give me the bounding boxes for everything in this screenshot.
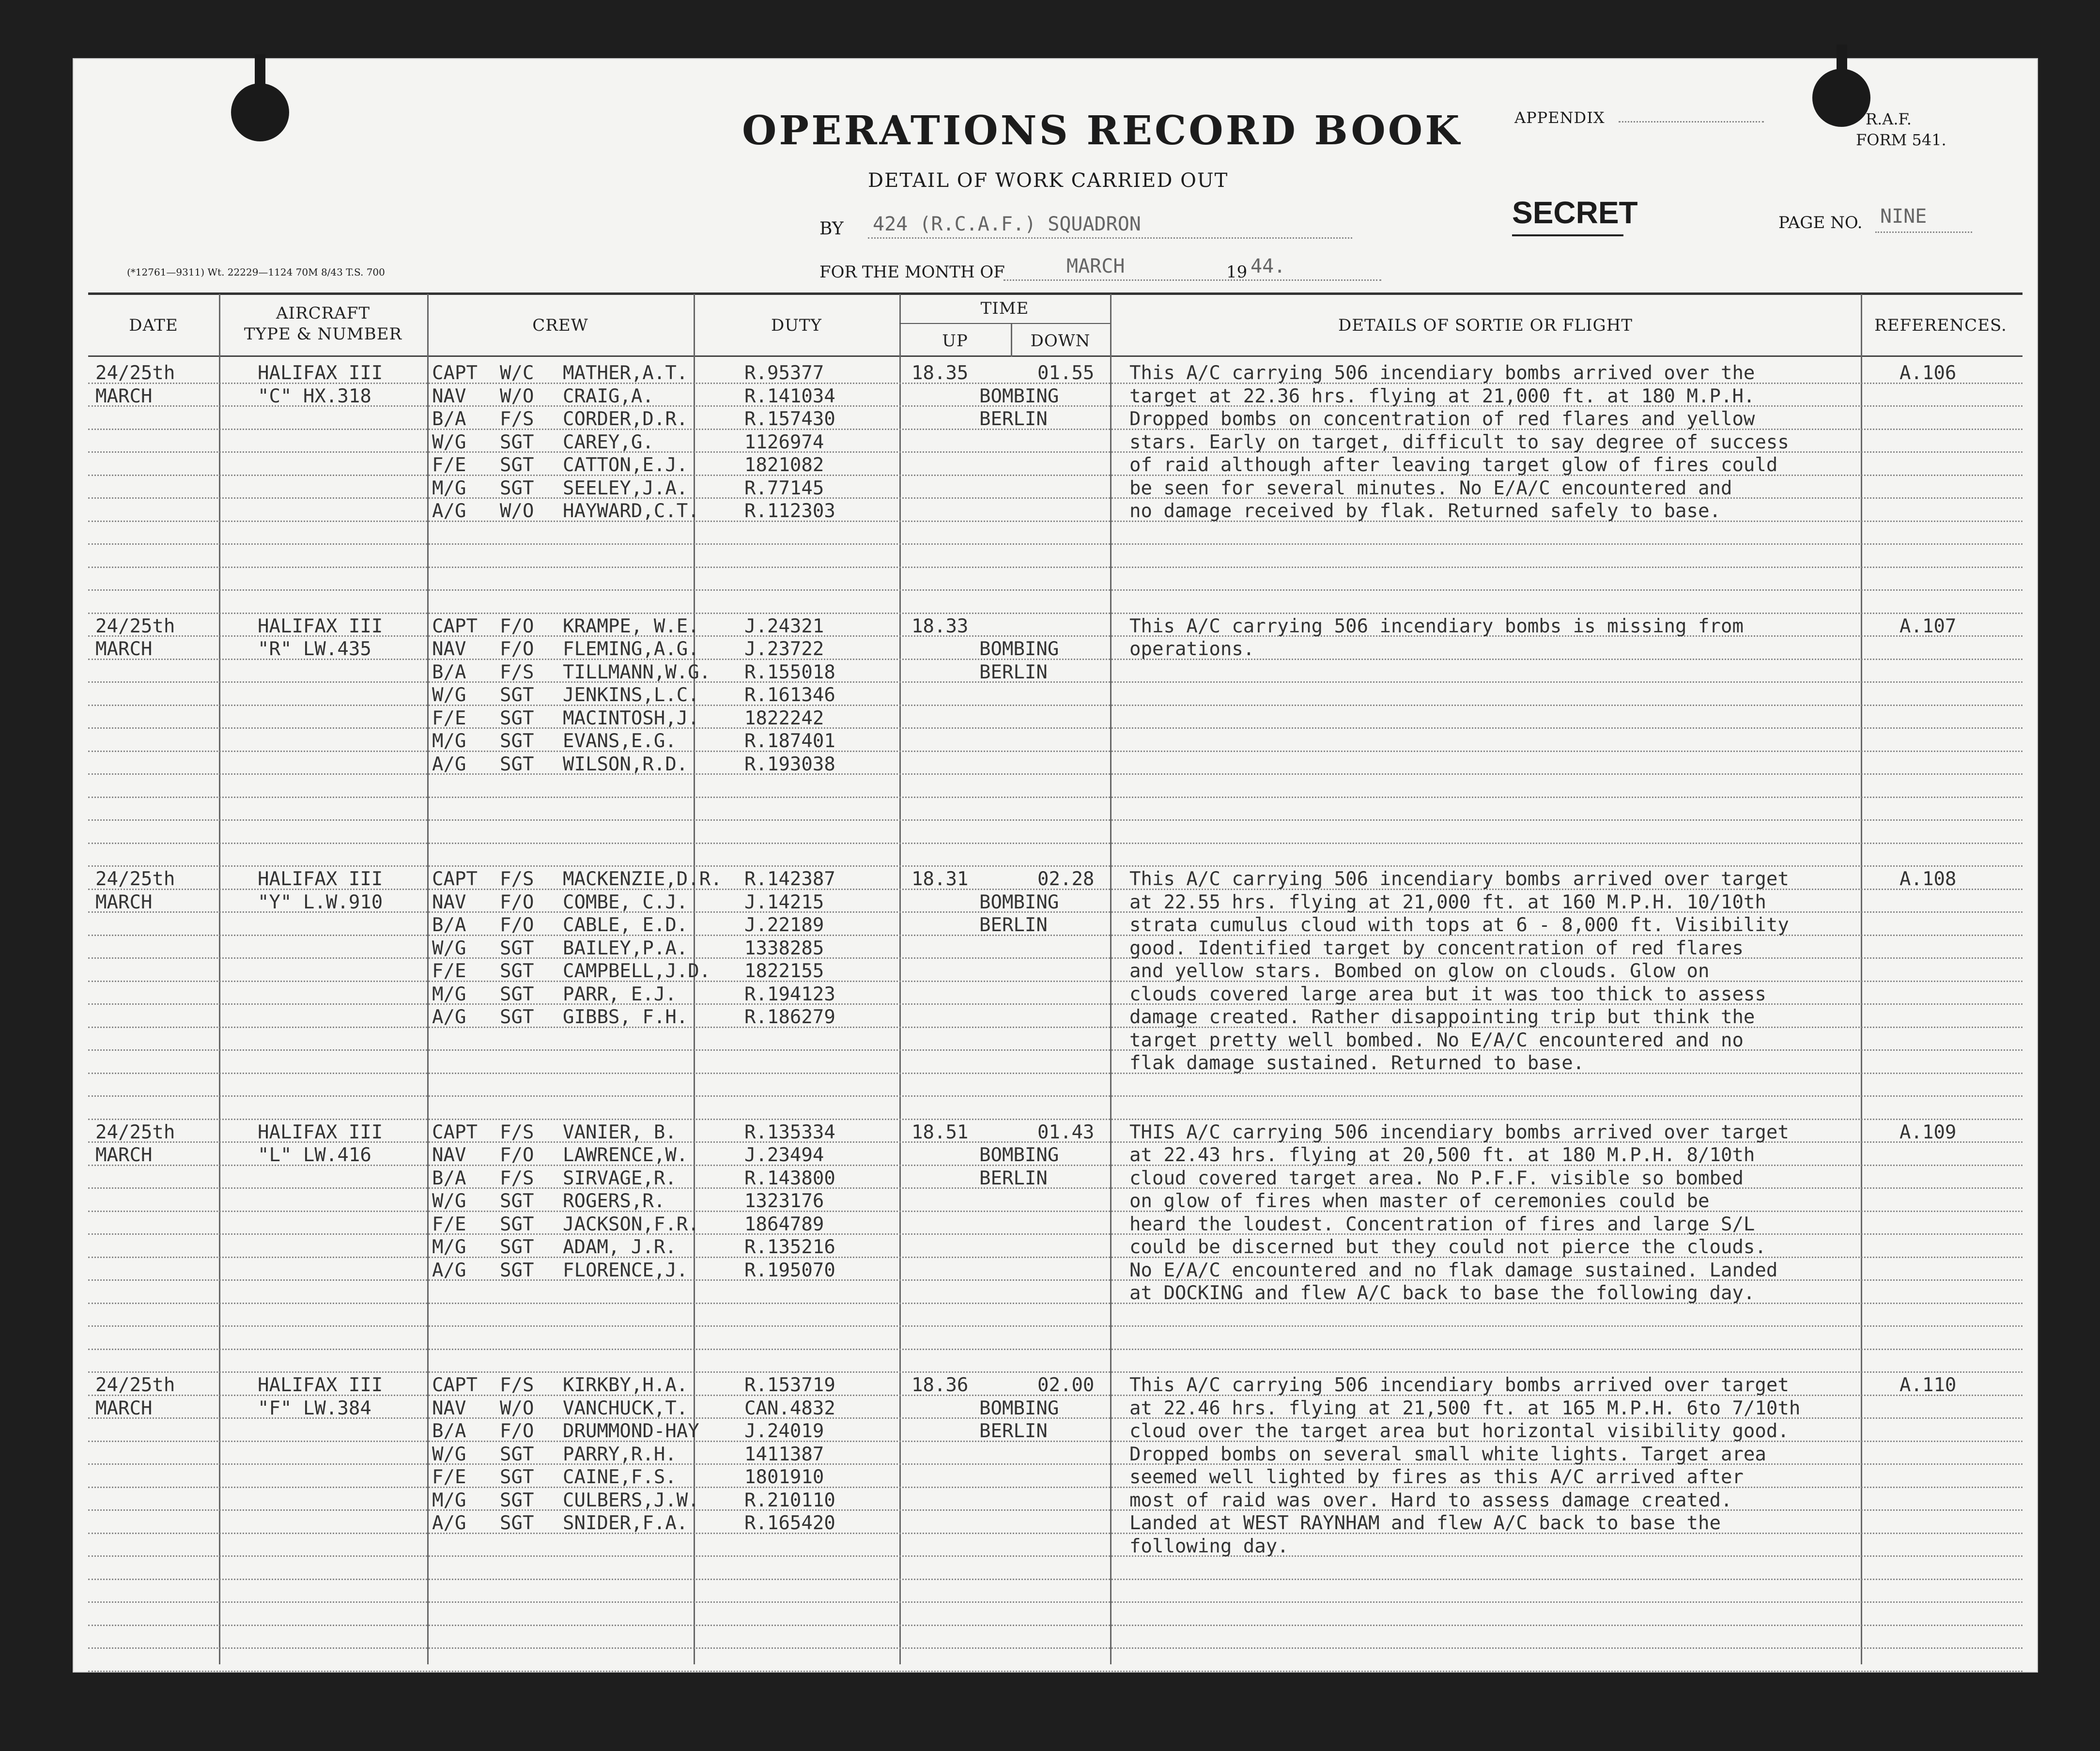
sortie-detail-line: THIS A/C carrying 506 incendiary bombs arrived over target [1129, 1121, 1789, 1143]
sortie-detail-line: at 22.43 hrs. flying at 20,500 ft. at 180 M.P.H. 8/10th [1129, 1144, 1755, 1166]
crew-name: SNIDER,F.A. [563, 1512, 688, 1534]
crew-rank: F/O [500, 638, 534, 660]
crew-name: TILLMANN,W.G. [563, 661, 711, 683]
crew-name: LAWRENCE,W. [563, 1144, 688, 1166]
time-up: 18.33 [911, 615, 969, 637]
crew-service-number: R.161346 [744, 684, 835, 706]
sortie-date: 24/25th [95, 615, 175, 637]
sortie-detail-line: cloud covered target area. No P.F.F. visible so bombed [1129, 1167, 1744, 1189]
duty-bombing: BOMBING [979, 891, 1059, 913]
crew-name: SIRVAGE,R. [563, 1167, 677, 1189]
crew-role: CAPT [432, 868, 478, 890]
crew-service-number: R.194123 [744, 983, 835, 1005]
sortie-detail-line: Dropped bombs on concentration of red flares and yellow [1129, 408, 1755, 430]
crew-service-number: 1822155 [744, 960, 824, 982]
crew-name: FLEMING,A.G. [563, 638, 699, 660]
sortie-detail-line: no damage received by flak. Returned safely to base. [1129, 500, 1721, 522]
ruled-line [88, 497, 2023, 499]
crew-role: A/G [432, 1259, 466, 1281]
col-divider [1110, 294, 1112, 1664]
crew-rank: SGT [500, 1006, 534, 1028]
col-header-aircraft-l1: AIRCRAFT [276, 304, 371, 323]
crew-name: PARRY,R.H. [563, 1443, 677, 1465]
crew-name: HAYWARD,C.T. [563, 500, 699, 522]
crew-rank: SGT [500, 1213, 534, 1235]
appendix-dotted-line [1619, 121, 1764, 123]
sortie-month: MARCH [95, 638, 153, 660]
crew-service-number: J.14215 [744, 891, 824, 913]
crew-name: BAILEY,P.A. [563, 937, 688, 959]
ruled-line [88, 1095, 2023, 1097]
crew-name: EVANS,E.G. [563, 730, 677, 752]
crew-role: A/G [432, 1512, 466, 1534]
crew-name: JENKINS,L.C. [563, 684, 699, 706]
crew-role: NAV [432, 638, 466, 660]
sortie-detail-line: on glow of fires when master of ceremonies could be [1129, 1190, 1710, 1212]
ruled-line [88, 1533, 2023, 1534]
crew-name: CAREY,G. [563, 431, 654, 453]
secret-underline [1512, 234, 1623, 236]
crew-service-number: R.153719 [744, 1374, 835, 1396]
ruled-line [88, 1601, 2023, 1603]
col-divider [899, 294, 901, 1664]
crew-service-number: R.165420 [744, 1512, 835, 1534]
crew-role: CAPT [432, 1374, 478, 1396]
crew-role: A/G [432, 500, 466, 522]
ruled-line [88, 727, 2023, 729]
sortie-detail-line: Landed at WEST RAYNHAM and flew A/C back to base the [1129, 1512, 1721, 1534]
crew-role: NAV [432, 385, 466, 407]
crew-role: W/G [432, 431, 466, 453]
sortie-detail-line: No E/A/C encountered and no flak damage sustained. Landed [1129, 1259, 1778, 1281]
time-down: 02.00 [1037, 1374, 1095, 1396]
ruled-line [88, 1349, 2023, 1350]
col-header-references: REFERENCES. [1874, 316, 2007, 335]
crew-service-number: 1821082 [744, 454, 824, 476]
crew-service-number: R.135334 [744, 1121, 835, 1143]
crew-rank: SGT [500, 1466, 534, 1488]
sortie-detail-line: be seen for several minutes. No E/A/C encountered and [1129, 477, 1732, 499]
sortie-reference: A.107 [1899, 615, 1957, 637]
sortie-detail-line: damage created. Rather disappointing trip but think the [1129, 1006, 1755, 1028]
crew-role: B/A [432, 1420, 466, 1442]
sortie-detail-line: target pretty well bombed. No E/A/C encountered and no [1129, 1029, 1744, 1051]
duty-target: BERLIN [979, 661, 1048, 683]
sortie-detail-line: strata cumulus cloud with tops at 6 - 8,000 ft. Visibility [1129, 914, 1789, 936]
duty-target: BERLIN [979, 408, 1048, 430]
crew-name: CRAIG,A. [563, 385, 654, 407]
aircraft-type: HALIFAX III [258, 1121, 383, 1143]
time-down: 01.55 [1037, 362, 1095, 384]
ruled-line [88, 981, 2023, 982]
sortie-detail-line: at 22.55 hrs. flying at 21,000 ft. at 160 M.P.H. 10/10th [1129, 891, 1766, 913]
sortie-detail-line: clouds covered large area but it was too thick to assess [1129, 983, 1766, 1005]
aircraft-type: HALIFAX III [258, 1374, 383, 1396]
crew-rank: F/S [500, 1167, 534, 1189]
duty-bombing: BOMBING [979, 1397, 1059, 1419]
printer-code: (*12761—9311) Wt. 22229—1124 70M 8/43 T.S. 700 [127, 266, 385, 278]
crew-service-number: 1411387 [744, 1443, 824, 1465]
by-label: BY [819, 219, 844, 239]
ruled-line [88, 1073, 2023, 1074]
crew-service-number: J.24019 [744, 1420, 824, 1442]
crew-name: SEELEY,J.A. [563, 477, 688, 499]
crew-service-number: J.22189 [744, 914, 824, 936]
page-number: NINE [1880, 205, 1927, 228]
month-label: FOR THE MONTH OF [819, 262, 1005, 282]
crew-service-number: 1126974 [744, 431, 824, 453]
sortie-reference: A.109 [1899, 1121, 1957, 1143]
sortie-date: 24/25th [95, 1121, 175, 1143]
table-header-bottom-border [88, 355, 2023, 357]
duty-target: BERLIN [979, 914, 1048, 936]
crew-rank: SGT [500, 1259, 534, 1281]
crew-role: M/G [432, 730, 466, 752]
crew-rank: F/O [500, 914, 534, 936]
crew-rank: SGT [500, 707, 534, 729]
crew-rank: SGT [500, 454, 534, 476]
form-title: OPERATIONS RECORD BOOK [742, 108, 1462, 154]
crew-rank: SGT [500, 937, 534, 959]
crew-service-number: 1822242 [744, 707, 824, 729]
ruled-line [88, 1509, 2023, 1511]
crew-rank: F/S [500, 661, 534, 683]
crew-name: CATTON,E.J. [563, 454, 688, 476]
crew-service-number: J.24321 [744, 615, 824, 637]
crew-service-number: R.157430 [744, 408, 835, 430]
crew-rank: W/C [500, 362, 534, 384]
crew-role: B/A [432, 914, 466, 936]
crew-rank: SGT [500, 1236, 534, 1258]
ruled-line [88, 1325, 2023, 1327]
binder-hole-right [1812, 69, 1870, 127]
col-divider [219, 294, 220, 1664]
ruled-line [88, 1647, 2023, 1649]
crew-service-number: R.77145 [744, 477, 824, 499]
page-dotted-line [1875, 231, 1972, 233]
month-dotted-line [1004, 279, 1381, 281]
crew-service-number: J.23494 [744, 1144, 824, 1166]
record-sheet [73, 58, 2038, 1673]
ruled-line [88, 1119, 2023, 1120]
sortie-detail-line: at DOCKING and flew A/C back to base the following day. [1129, 1282, 1755, 1304]
crew-rank: F/S [500, 1121, 534, 1143]
col-header-down: DOWN [1030, 331, 1091, 351]
crew-service-number: R.193038 [744, 753, 835, 775]
binder-prong-right [1837, 45, 1847, 74]
sortie-detail-line: seemed well lighted by fires as this A/C arrived after [1129, 1466, 1744, 1488]
col-header-up: UP [942, 331, 968, 351]
crew-name: WILSON,R.D. [563, 753, 688, 775]
sortie-detail-line: following day. [1129, 1535, 1289, 1557]
crew-rank: SGT [500, 1489, 534, 1511]
sortie-detail-line: This A/C carrying 506 incendiary bombs is missing from [1129, 615, 1744, 637]
col-header-details: DETAILS OF SORTIE OR FLIGHT [1338, 316, 1633, 335]
crew-rank: SGT [500, 753, 534, 775]
crew-role: F/E [432, 960, 466, 982]
ruled-line [88, 1579, 2023, 1580]
crew-name: COMBE, C.J. [563, 891, 688, 913]
duty-target: BERLIN [979, 1420, 1048, 1442]
crew-service-number: R.141034 [744, 385, 835, 407]
sortie-reference: A.110 [1899, 1374, 1957, 1396]
crew-role: M/G [432, 983, 466, 1005]
crew-role: A/G [432, 753, 466, 775]
crew-rank: F/O [500, 891, 534, 913]
year-prefix: 19 [1226, 262, 1248, 282]
crew-service-number: R.187401 [744, 730, 835, 752]
crew-rank: F/O [500, 615, 534, 637]
crew-rank: F/O [500, 1144, 534, 1166]
crew-role: NAV [432, 891, 466, 913]
aircraft-type: HALIFAX III [258, 615, 383, 637]
appendix-label: APPENDIX [1514, 108, 1605, 127]
aircraft-number: "Y" L.W.910 [258, 891, 383, 913]
time-up: 18.31 [911, 868, 969, 890]
ruled-line [88, 543, 2023, 545]
crew-name: CORDER,D.R. [563, 408, 688, 430]
duty-bombing: BOMBING [979, 638, 1059, 660]
col-header-duty: DUTY [771, 316, 822, 335]
crew-service-number: R.135216 [744, 1236, 835, 1258]
crew-rank: F/O [500, 1420, 534, 1442]
aircraft-number: "F" LW.384 [258, 1397, 371, 1419]
crew-name: CAINE,F.S. [563, 1466, 677, 1488]
sortie-date: 24/25th [95, 868, 175, 890]
squadron-name: 424 (R.C.A.F.) SQUADRON [873, 213, 1141, 235]
crew-role: W/G [432, 684, 466, 706]
time-subheader-line [899, 323, 1110, 324]
crew-name: MACKENZIE,D.R. [563, 868, 722, 890]
by-dotted-line [868, 237, 1352, 239]
crew-service-number: 1864789 [744, 1213, 824, 1235]
form-id-line1: R.A.F. [1866, 110, 1912, 128]
crew-role: F/E [432, 1213, 466, 1235]
crew-rank: SGT [500, 1443, 534, 1465]
crew-rank: F/S [500, 1374, 534, 1396]
col-header-time: TIME [980, 299, 1029, 318]
crew-service-number: R.155018 [744, 661, 835, 683]
sortie-detail-line: Dropped bombs on several small white lights. Target area [1129, 1443, 1766, 1465]
col-header-crew: CREW [532, 316, 588, 335]
sortie-detail-line: cloud over the target area but horizontal visibility good. [1129, 1420, 1789, 1442]
crew-role: CAPT [432, 362, 478, 384]
col-header-aircraft-l2: TYPE & NUMBER [244, 324, 402, 344]
page-label: PAGE NO. [1778, 213, 1863, 232]
crew-service-number: R.112303 [744, 500, 835, 522]
crew-service-number: 1338285 [744, 937, 824, 959]
table-top-border [88, 292, 2023, 295]
sortie-detail-line: heard the loudest. Concentration of fires and large S/L [1129, 1213, 1755, 1235]
sortie-date: 24/25th [95, 362, 175, 384]
sortie-detail-line: This A/C carrying 506 incendiary bombs arrived over target [1129, 1374, 1789, 1396]
crew-role: W/G [432, 1190, 466, 1212]
crew-name: MATHER,A.T. [563, 362, 688, 384]
crew-name: PARR, E.J. [563, 983, 677, 1005]
sortie-month: MARCH [95, 891, 153, 913]
year-suffix: 44. [1251, 255, 1286, 277]
crew-service-number: CAN.4832 [744, 1397, 835, 1419]
crew-name: JACKSON,F.R. [563, 1213, 699, 1235]
crew-name: MACINTOSH,J. [563, 707, 699, 729]
binder-prong-left [255, 54, 265, 88]
crew-service-number: R.210110 [744, 1489, 835, 1511]
ruled-line [88, 819, 2023, 821]
crew-service-number: R.95377 [744, 362, 824, 384]
time-down: 02.28 [1037, 868, 1095, 890]
crew-name: CULBERS,J.W. [563, 1489, 699, 1511]
crew-rank: W/O [500, 1397, 534, 1419]
crew-rank: F/S [500, 408, 534, 430]
ruled-line [88, 1671, 2023, 1672]
aircraft-number: "R" LW.435 [258, 638, 371, 660]
aircraft-type: HALIFAX III [258, 868, 383, 890]
crew-service-number: R.142387 [744, 868, 835, 890]
sortie-detail-line: operations. [1129, 638, 1255, 660]
sortie-detail-line: target at 22.36 hrs. flying at 21,000 ft. at 180 M.P.H. [1129, 385, 1755, 407]
ruled-line [88, 1625, 2023, 1626]
crew-role: F/E [432, 707, 466, 729]
crew-rank: SGT [500, 1512, 534, 1534]
crew-service-number: 1323176 [744, 1190, 824, 1212]
aircraft-number: "C" HX.318 [258, 385, 371, 407]
sortie-month: MARCH [95, 1397, 153, 1419]
ruled-line [88, 1555, 2023, 1557]
sortie-month: MARCH [95, 385, 153, 407]
sortie-detail-line: of raid although after leaving target glow of fires could [1129, 454, 1778, 476]
crew-rank: SGT [500, 684, 534, 706]
duty-bombing: BOMBING [979, 1144, 1059, 1166]
ruled-line [88, 589, 2023, 591]
crew-service-number: J.23722 [744, 638, 824, 660]
sortie-detail-line: stars. Early on target, difficult to say degree of success [1129, 431, 1789, 453]
ruled-line [88, 567, 2023, 568]
sortie-detail-line: good. Identified target by concentration of red flares [1129, 937, 1744, 959]
crew-service-number: R.143800 [744, 1167, 835, 1189]
crew-role: M/G [432, 477, 466, 499]
crew-role: F/E [432, 1466, 466, 1488]
time-down: 01.43 [1037, 1121, 1095, 1143]
sortie-detail-line: could be discerned but they could not pierce the clouds. [1129, 1236, 1766, 1258]
ruled-line [88, 521, 2023, 522]
crew-role: M/G [432, 1236, 466, 1258]
sortie-detail-line: flak damage sustained. Returned to base. [1129, 1052, 1585, 1074]
crew-name: KIRKBY,H.A. [563, 1374, 688, 1396]
crew-name: FLORENCE,J. [563, 1259, 688, 1281]
time-up: 18.36 [911, 1374, 969, 1396]
ruled-line [88, 751, 2023, 752]
crew-rank: W/O [500, 500, 534, 522]
form-subtitle: DETAIL OF WORK CARRIED OUT [868, 169, 1229, 192]
crew-name: GIBBS, F.H. [563, 1006, 688, 1028]
ruled-line [88, 843, 2023, 844]
crew-name: ADAM, J.R. [563, 1236, 677, 1258]
aircraft-number: "L" LW.416 [258, 1144, 371, 1166]
sortie-reference: A.108 [1899, 868, 1957, 890]
crew-rank: SGT [500, 983, 534, 1005]
crew-role: M/G [432, 1489, 466, 1511]
crew-role: B/A [432, 661, 466, 683]
crew-role: CAPT [432, 615, 478, 637]
col-divider [427, 294, 429, 1664]
crew-role: B/A [432, 408, 466, 430]
col-header-date: DATE [129, 316, 178, 335]
crew-role: B/A [432, 1167, 466, 1189]
ruled-line [88, 865, 2023, 867]
crew-name: ROGERS,R. [563, 1190, 665, 1212]
sortie-detail-line: most of raid was over. Hard to assess damage created. [1129, 1489, 1732, 1511]
crew-rank: SGT [500, 477, 534, 499]
ruled-line [88, 1371, 2023, 1373]
binder-hole-left [231, 83, 289, 141]
duty-bombing: BOMBING [979, 385, 1059, 407]
crew-role: NAV [432, 1144, 466, 1166]
crew-name: DRUMMOND-HAY [563, 1420, 699, 1442]
ruled-line [88, 705, 2023, 706]
crew-role: W/G [432, 937, 466, 959]
time-up: 18.51 [911, 1121, 969, 1143]
crew-role: CAPT [432, 1121, 478, 1143]
crew-name: VANCHUCK,T. [563, 1397, 688, 1419]
ruled-line [88, 613, 2023, 614]
ruled-line [88, 773, 2023, 775]
sortie-detail-line: and yellow stars. Bombed on glow on clouds. Glow on [1129, 960, 1710, 982]
sortie-detail-line: This A/C carrying 506 incendiary bombs arrived over the [1129, 362, 1755, 384]
crew-role: W/G [432, 1443, 466, 1465]
ruled-line [88, 681, 2023, 683]
aircraft-type: HALIFAX III [258, 362, 383, 384]
crew-rank: F/S [500, 868, 534, 890]
form-id-line2: FORM 541. [1856, 131, 1946, 149]
crew-rank: SGT [500, 960, 534, 982]
ruled-line [88, 1211, 2023, 1212]
crew-rank: SGT [500, 1190, 534, 1212]
crew-name: CABLE, E.D. [563, 914, 688, 936]
time-up: 18.35 [911, 362, 969, 384]
sortie-date: 24/25th [95, 1374, 175, 1396]
crew-rank: SGT [500, 431, 534, 453]
crew-service-number: R.186279 [744, 1006, 835, 1028]
duty-target: BERLIN [979, 1167, 1048, 1189]
crew-service-number: 1801910 [744, 1466, 824, 1488]
crew-name: KRAMPE, W.E. [563, 615, 699, 637]
sortie-detail-line: at 22.46 hrs. flying at 21,500 ft. at 165 M.P.H. 6to 7/10th [1129, 1397, 1801, 1419]
ruled-line [88, 797, 2023, 798]
month-value: MARCH [1066, 255, 1125, 277]
crew-role: NAV [432, 1397, 466, 1419]
crew-service-number: R.195070 [744, 1259, 835, 1281]
crew-rank: SGT [500, 730, 534, 752]
crew-role: F/E [432, 454, 466, 476]
crew-rank: W/O [500, 385, 534, 407]
crew-name: CAMPBELL,J.D. [563, 960, 711, 982]
secret-stamp: SECRET [1512, 195, 1638, 230]
crew-name: VANIER, B. [563, 1121, 677, 1143]
sortie-detail-line: This A/C carrying 506 incendiary bombs arrived over target [1129, 868, 1789, 890]
sortie-reference: A.106 [1899, 362, 1957, 384]
col-divider [1861, 294, 1862, 1664]
crew-role: A/G [432, 1006, 466, 1028]
sortie-month: MARCH [95, 1144, 153, 1166]
